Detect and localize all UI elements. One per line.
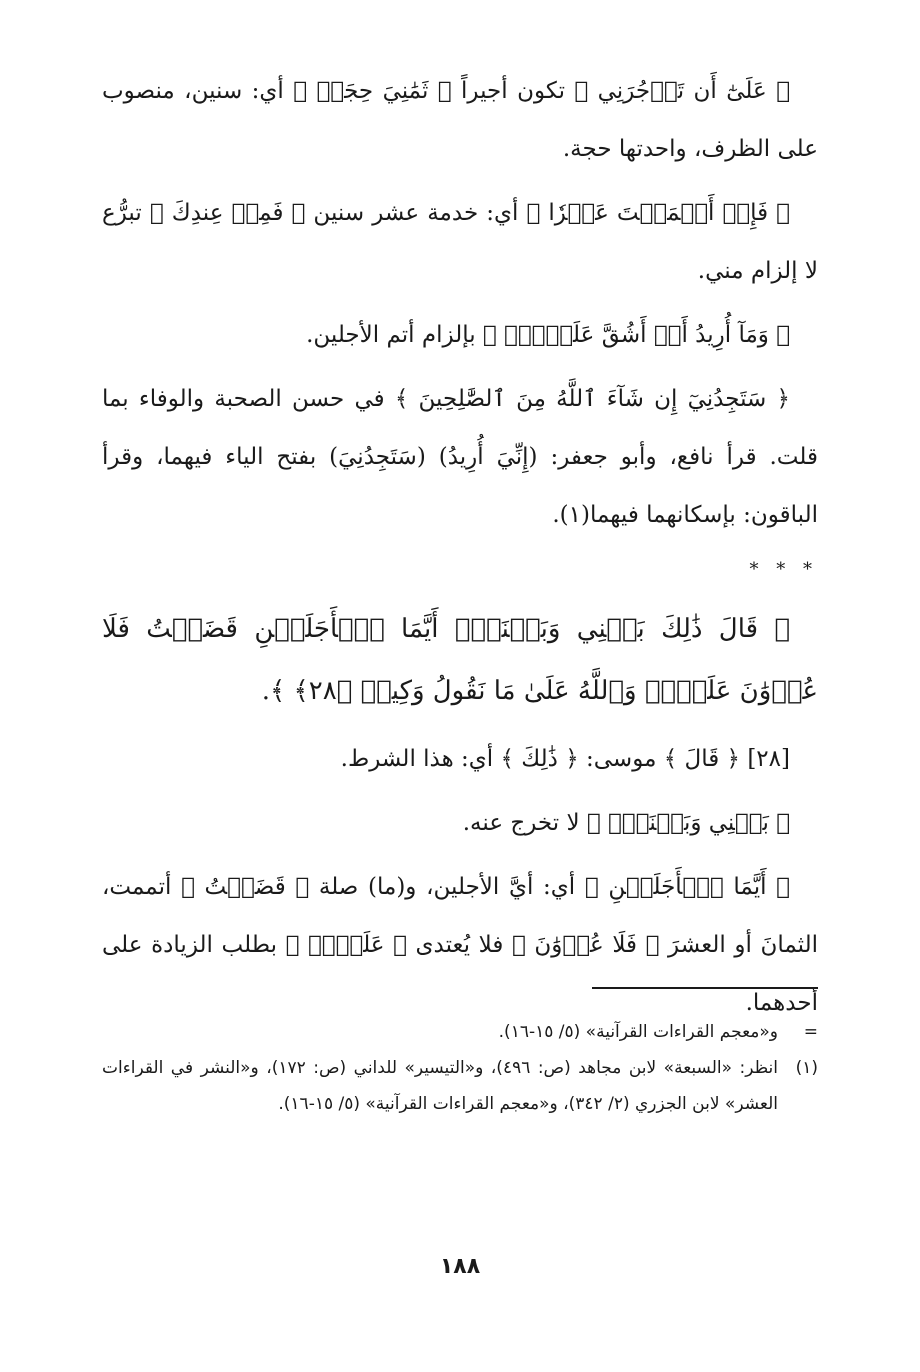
paragraph-6: ﴿ بَيۡنِي وَبَيۡنَكَۖ ﴾ لا تخرج عنه. (462, 810, 790, 836)
main-text (102, 62, 818, 1038)
footnote-continuation (102, 1014, 818, 1050)
paragraph-7: ﴿ أَيَّمَا ٱلۡأَجَلَيۡنِ ﴾ أي: أيَّ الأجلين، و(ما) صلة ﴿ قَضَيۡتُ ﴾ أتممت، الثمانَ أو العشرَ ﴿ فَلَا عُدۡوَٰنَ ﴾ فلا يُعتدى ﴿ عَلَيَّۖ ﴾ بطلب الزيادة على أحدهما. (102, 874, 818, 1016)
page-number: ١٨٨ (439, 1254, 481, 1279)
footnote-mark: (١) (795, 1058, 818, 1078)
paragraph-2: ﴿ فَإِنۡ أَتۡمَمۡتَ عَشۡرٗا ﴾ أي: خدمة عشر سنين ﴿ فَمِنۡ عِندِكَ ﴾ تبرُّع لا إلزام مني. (102, 200, 818, 284)
footnote-text: انظر: «السبعة» لابن مجاهد (ص: ٤٩٦)، و«التيسير» للداني (ص: ١٧٢)، و«النشر في القراءات العشر» لابن الجزري (٢/ ٣٤٢)، و«معجم القراءات القرآنية» (٥/ ١٥-١٦). (102, 1058, 778, 1114)
quran-verse: ﴿ قَالَ ذَٰلِكَ بَيۡنِي وَبَيۡنَكَۖ أَيَّمَا ٱلۡأَجَلَيۡنِ قَضَيۡتُ فَلَا عُدۡوَٰنَ عَلَيَّۖ وَٱللَّهُ عَلَىٰ مَا نَقُولُ وَكِيلٞ ﴿٢٨﴾ ﴾. (102, 614, 818, 706)
section-separator: * * * (749, 559, 818, 580)
footnote-text: و«معجم القراءات القرآنية» (٥/ ١٥-١٦). (498, 1022, 778, 1042)
paragraph-5: [٢٨] ﴿ قَالَ ﴾ موسى: ﴿ ذَٰلِكَ ﴾ أي: هذا الشرط. (340, 746, 790, 772)
footnote-1 (102, 1050, 818, 1122)
paragraph-3: ﴿ وَمَآ أُرِيدُ أَنۡ أَشُقَّ عَلَيۡكَۚ ﴾ بإلزام أتم الأجلين. (306, 322, 790, 348)
footnote-divider (592, 987, 818, 989)
paragraph-4: ﴿ سَتَجِدُنِيٓ إِن شَآءَ ٱللَّهُ مِنَ ٱلصَّٰلِحِينَ ﴾ في حسن الصحبة والوفاء بما قلت. قرأ نافع، وأبو جعفر: (إِنِّيَ أُرِيدُ) (سَتَجِدُنِيَ) بفتح الياء فيهما، وقرأ الباقون: بإسكانهما فيهما(١). (102, 386, 818, 528)
paragraph-1: ﴿ عَلَىٰٓ أَن تَأۡجُرَنِي ﴾ تكون أجيراً ﴿ ثَمَٰنِيَ حِجَجٖ ﴾ أي: سنين، منصوب على الظرف، واحدتها حجة. (102, 78, 818, 162)
footnote-mark: = (803, 1022, 818, 1042)
footnotes (102, 1014, 818, 1122)
